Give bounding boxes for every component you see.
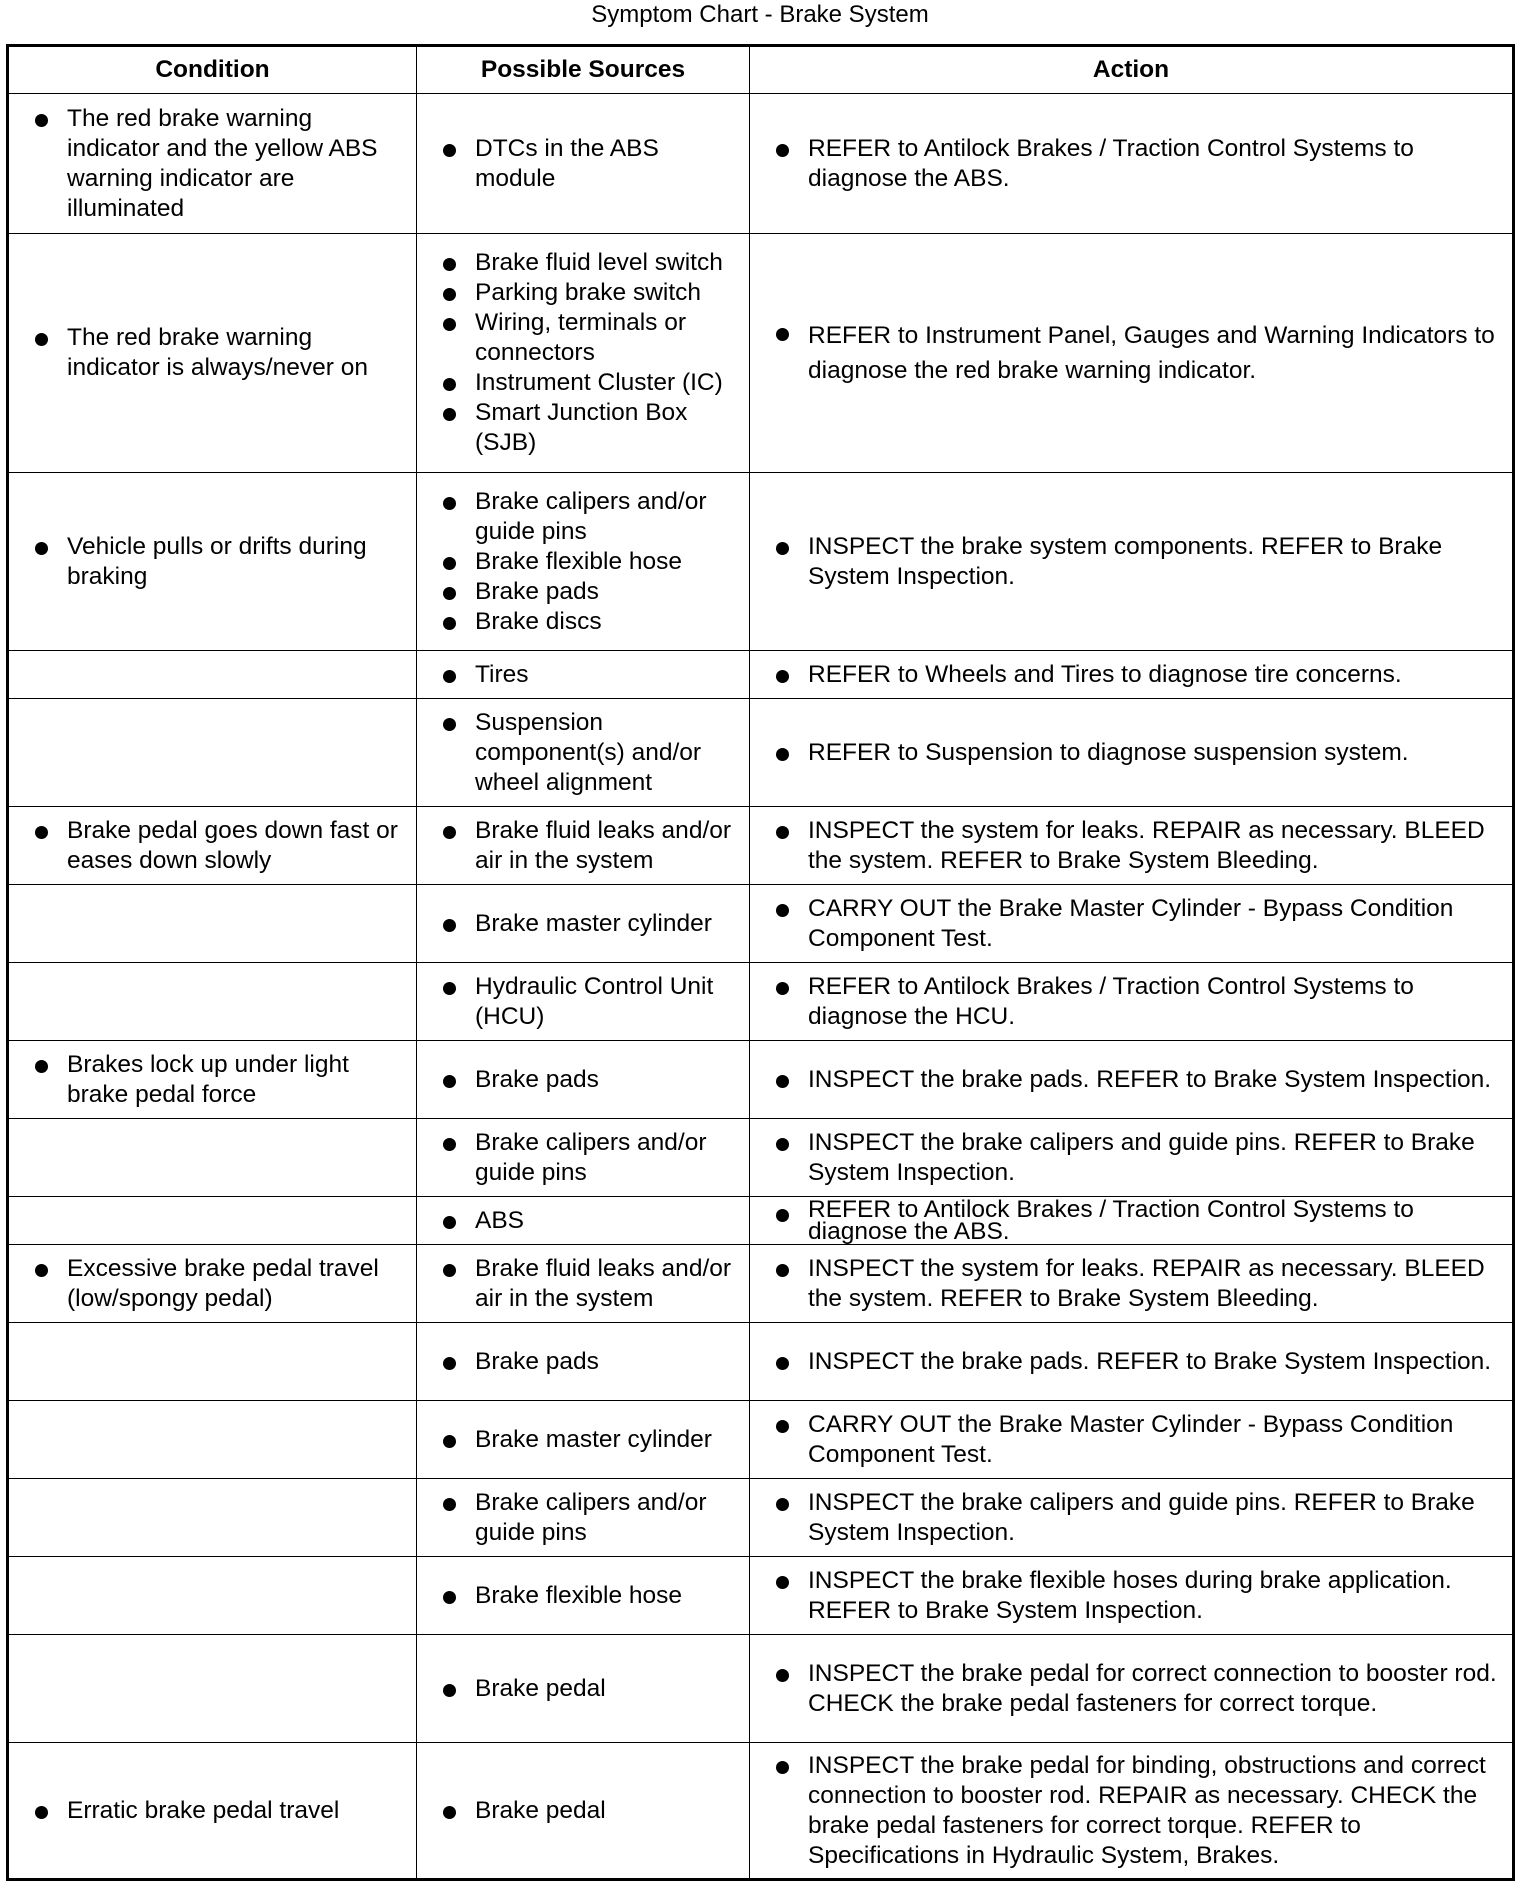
condition-text: Erratic brake pedal travel: [17, 1796, 408, 1826]
action-text: INSPECT the system for leaks. REPAIR as necessary. BLEED the system. REFER to Brake System Bleeding.: [758, 1254, 1504, 1314]
header-row: [8, 46, 1514, 94]
sources-cell: [417, 1743, 750, 1880]
source-item: ABS: [425, 1206, 741, 1236]
condition-cell: [8, 1041, 417, 1119]
table-row: [8, 651, 1514, 699]
condition-text: Vehicle pulls or drifts during braking: [17, 532, 408, 592]
sources-cell: [417, 807, 750, 885]
condition-cell: [8, 963, 417, 1041]
source-item: Brake calipers and/or guide pins: [425, 1488, 741, 1548]
condition-cell: [8, 1401, 417, 1479]
condition-cell: [8, 234, 417, 473]
table-row: [8, 473, 1514, 651]
table-row: [8, 1743, 1514, 1880]
action-cell: [750, 1557, 1514, 1635]
condition-cell: [8, 807, 417, 885]
sources-cell: [417, 1557, 750, 1635]
action-text: INSPECT the brake system components. REFER to Brake System Inspection.: [758, 532, 1504, 592]
action-text: INSPECT the brake calipers and guide pins. REFER to Brake System Inspection.: [758, 1488, 1504, 1548]
action-cell: [750, 1323, 1514, 1401]
source-item: Hydraulic Control Unit (HCU): [425, 972, 741, 1032]
sources-cell: [417, 1119, 750, 1197]
table-row: [8, 699, 1514, 807]
action-cell: [750, 1635, 1514, 1743]
condition-text: Brakes lock up under light brake pedal force: [17, 1050, 408, 1110]
action-cell: [750, 1119, 1514, 1197]
table-row: [8, 1557, 1514, 1635]
action-cell: [750, 234, 1514, 473]
action-cell: [750, 1743, 1514, 1880]
sources-cell: [417, 1197, 750, 1245]
action-text: INSPECT the brake pads. REFER to Brake System Inspection.: [758, 1347, 1504, 1377]
condition-cell: [8, 1479, 417, 1557]
header-action: Action: [750, 46, 1514, 94]
table-row: [8, 1635, 1514, 1743]
action-text: REFER to Wheels and Tires to diagnose tire concerns.: [758, 660, 1504, 690]
header-possible-sources: Possible Sources: [417, 46, 750, 94]
action-cell: [750, 1197, 1514, 1245]
sources-cell: [417, 699, 750, 807]
source-item: Parking brake switch: [425, 278, 741, 308]
condition-cell: [8, 885, 417, 963]
source-item: Instrument Cluster (IC): [425, 368, 741, 398]
table-row: [8, 1479, 1514, 1557]
action-text: CARRY OUT the Brake Master Cylinder - Bypass Condition Component Test.: [758, 1410, 1504, 1470]
sources-cell: [417, 963, 750, 1041]
source-item: Brake pads: [425, 577, 741, 607]
source-item: Brake master cylinder: [425, 1425, 741, 1455]
source-item: Brake calipers and/or guide pins: [425, 487, 741, 547]
condition-cell: [8, 94, 417, 234]
condition-cell: [8, 473, 417, 651]
action-text: REFER to Suspension to diagnose suspension system.: [758, 738, 1504, 768]
sources-cell: [417, 1245, 750, 1323]
source-item: Brake flexible hose: [425, 1581, 741, 1611]
action-cell: [750, 1245, 1514, 1323]
source-item: Smart Junction Box (SJB): [425, 398, 741, 458]
condition-text: The red brake warning indicator is always/never on: [17, 323, 408, 383]
source-item: Brake pedal: [425, 1796, 741, 1826]
condition-cell: [8, 699, 417, 807]
action-cell: [750, 885, 1514, 963]
condition-cell: [8, 1323, 417, 1401]
table-row: [8, 234, 1514, 473]
source-item: Brake fluid leaks and/or air in the system: [425, 816, 741, 876]
condition-cell: [8, 1743, 417, 1880]
table-row: [8, 94, 1514, 234]
sources-cell: [417, 885, 750, 963]
action-text: INSPECT the brake flexible hoses during brake application. REFER to Brake System Inspection.: [758, 1566, 1504, 1626]
condition-text: The red brake warning indicator and the yellow ABS warning indicator are illuminated: [17, 104, 408, 224]
action-cell: [750, 94, 1514, 234]
page-title: Symptom Chart - Brake System: [591, 1, 929, 28]
source-item: Suspension component(s) and/or wheel alignment: [425, 708, 741, 798]
source-item: Brake master cylinder: [425, 909, 741, 939]
source-item: Brake flexible hose: [425, 547, 741, 577]
source-item: Brake calipers and/or guide pins: [425, 1128, 741, 1188]
action-text: REFER to Antilock Brakes / Traction Control Systems to diagnose the HCU.: [758, 972, 1504, 1032]
action-text: REFER to Instrument Panel, Gauges and Warning Indicators to diagnose the red brake warning indicator.: [758, 318, 1504, 388]
table-row: [8, 1119, 1514, 1197]
sources-cell: [417, 473, 750, 651]
table-row: [8, 807, 1514, 885]
sources-cell: [417, 1323, 750, 1401]
action-text: INSPECT the brake pedal for correct connection to booster rod. CHECK the brake pedal fasteners for correct torque.: [758, 1659, 1504, 1719]
source-item: Brake pads: [425, 1347, 741, 1377]
condition-cell: [8, 1557, 417, 1635]
condition-text: Excessive brake pedal travel (low/spongy pedal): [17, 1254, 408, 1314]
condition-cell: [8, 651, 417, 699]
action-cell: [750, 1401, 1514, 1479]
condition-cell: [8, 1197, 417, 1245]
action-text: INSPECT the brake calipers and guide pins. REFER to Brake System Inspection.: [758, 1128, 1504, 1188]
sources-cell: [417, 651, 750, 699]
action-cell: [750, 1479, 1514, 1557]
header-condition: Condition: [8, 46, 417, 94]
source-item: Brake pedal: [425, 1674, 741, 1704]
table-row: [8, 1323, 1514, 1401]
action-cell: [750, 807, 1514, 885]
action-text: REFER to Antilock Brakes / Traction Control Systems to diagnose the ABS.: [758, 134, 1504, 194]
sources-cell: [417, 1401, 750, 1479]
source-item: DTCs in the ABS module: [425, 134, 741, 194]
action-cell: [750, 963, 1514, 1041]
sources-cell: [417, 1635, 750, 1743]
source-item: Tires: [425, 660, 741, 690]
table-row: [8, 963, 1514, 1041]
source-item: Brake pads: [425, 1065, 741, 1095]
action-text: INSPECT the system for leaks. REPAIR as necessary. BLEED the system. REFER to Brake System Bleeding.: [758, 816, 1504, 876]
action-cell: [750, 651, 1514, 699]
table-row: [8, 1245, 1514, 1323]
action-text: INSPECT the brake pads. REFER to Brake System Inspection.: [758, 1065, 1504, 1095]
condition-cell: [8, 1119, 417, 1197]
sources-cell: [417, 1041, 750, 1119]
source-item: Brake fluid leaks and/or air in the system: [425, 1254, 741, 1314]
table-row: [8, 1197, 1514, 1245]
table-row: [8, 885, 1514, 963]
action-cell: [750, 699, 1514, 807]
source-item: Wiring, terminals or connectors: [425, 308, 741, 368]
sources-cell: [417, 1479, 750, 1557]
action-text: CARRY OUT the Brake Master Cylinder - Bypass Condition Component Test.: [758, 894, 1504, 954]
action-cell: [750, 1041, 1514, 1119]
condition-text: Brake pedal goes down fast or eases down slowly: [17, 816, 408, 876]
condition-cell: [8, 1635, 417, 1743]
table-row: [8, 1041, 1514, 1119]
condition-cell: [8, 1245, 417, 1323]
action-cell: [750, 473, 1514, 651]
symptom-chart-table: [6, 44, 1515, 1881]
table-row: [8, 1401, 1514, 1479]
sources-cell: [417, 94, 750, 234]
source-item: Brake fluid level switch: [425, 248, 741, 278]
sources-cell: [417, 234, 750, 473]
action-text: REFER to Antilock Brakes / Traction Control Systems to diagnose the ABS.: [758, 1199, 1504, 1243]
source-item: Brake discs: [425, 607, 741, 637]
action-text: INSPECT the brake pedal for binding, obstructions and correct connection to booster rod. REPAIR as necessary. CHECK the brake pedal fasteners for correct torque. REFER to Specifications in Hydraulic System, Brakes.: [758, 1751, 1504, 1871]
